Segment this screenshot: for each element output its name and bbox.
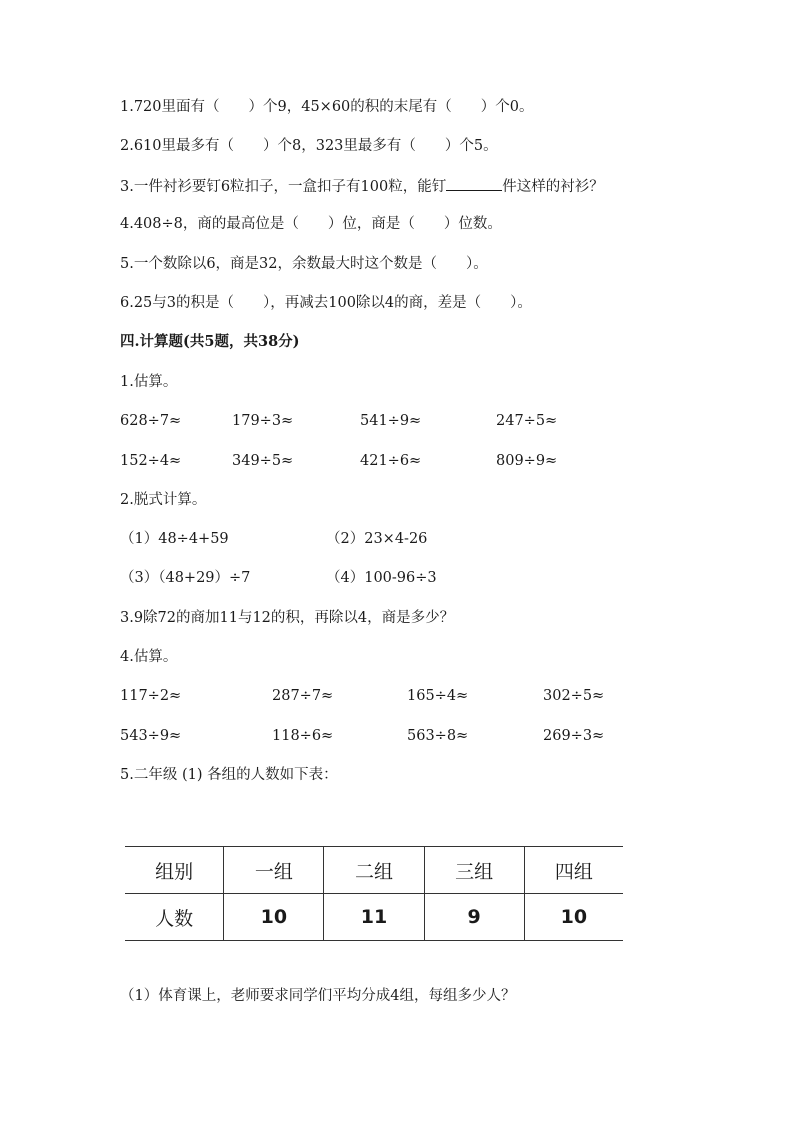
calc-q1-title: 1.估算。 (120, 374, 178, 390)
question-3-tail: 件这样的衬衫？ (502, 179, 604, 195)
estimate-row (0, 729, 794, 749)
expression-item: （2）23×4-26 (326, 531, 428, 547)
calc-q5-title: 5.二年级 (1) 各组的人数如下表： (120, 767, 338, 783)
estimate-item: 152÷4≈ (120, 453, 182, 469)
expression-item: （4）100-96÷3 (326, 570, 437, 586)
table-header-row (125, 847, 623, 894)
estimate-item: 809÷9≈ (496, 453, 558, 469)
calc-q4-title: 4.估算。 (120, 649, 178, 665)
expression-item: （1）48÷4+59 (120, 531, 229, 547)
expression-item: （3）（48+29）÷7 (120, 570, 251, 586)
estimate-item: 287÷7≈ (272, 688, 334, 704)
calc-q5-sub1: （1）体育课上，老师要求同学们平均分成4组，每组多少人？ (120, 988, 516, 1004)
question-6: 6.25与3的积是（ ），再减去100除以4的商，差是（ ）。 (120, 295, 532, 311)
question-2: 2.610里最多有（ ）个8，323里最多有（ ）个5。 (120, 138, 498, 154)
estimate-item: 349÷5≈ (232, 453, 294, 469)
question-1: 1.720里面有（ ）个9，45×60的积的末尾有（ ）个0。 (120, 99, 534, 115)
estimate-item: 117÷2≈ (120, 688, 182, 704)
expression-row (0, 571, 794, 591)
estimate-item: 421÷6≈ (360, 453, 422, 469)
table-cell: 二组 (324, 847, 424, 894)
question-4: 4.408÷8，商的最高位是（ ）位，商是（ ）位数。 (120, 216, 502, 232)
section-title: 四.计算题(共5题，共38分) (120, 333, 300, 350)
estimate-item: 541÷9≈ (360, 413, 422, 429)
table-cell: 组别 (125, 847, 224, 894)
table-cell: 9 (424, 894, 524, 941)
estimate-item: 118÷6≈ (272, 728, 334, 744)
calc-q3-title: 3.9除72的商加11与12的积，再除以4，商是多少？ (120, 610, 455, 626)
estimate-row (0, 414, 794, 434)
calc-q2-title: 2.脱式计算。 (120, 492, 207, 508)
table-cell: 11 (324, 894, 424, 941)
table-cell: 10 (524, 894, 623, 941)
table-cell: 三组 (424, 847, 524, 894)
estimate-row (0, 689, 794, 709)
estimate-item: 543÷9≈ (120, 728, 182, 744)
estimate-item: 628÷7≈ (120, 413, 182, 429)
expression-row (0, 532, 794, 552)
group-count-table (125, 846, 623, 941)
estimate-row (0, 454, 794, 474)
table-cell: 人数 (125, 894, 224, 941)
estimate-item: 563÷8≈ (407, 728, 469, 744)
question-5: 5.一个数除以6，商是32，余数最大时这个数是（ ）。 (120, 256, 488, 272)
table-cell: 10 (224, 894, 324, 941)
table-cell: 一组 (224, 847, 324, 894)
estimate-item: 302÷5≈ (543, 688, 605, 704)
table-cell: 四组 (524, 847, 623, 894)
question-3 (120, 178, 604, 195)
table-row (125, 894, 623, 941)
answer-blank (446, 178, 502, 191)
question-3-text: 3.一件衬衫要钉6粒扣子，一盒扣子有100粒，能钉 (120, 179, 447, 195)
estimate-item: 269÷3≈ (543, 728, 605, 744)
estimate-item: 179÷3≈ (232, 413, 294, 429)
estimate-item: 165÷4≈ (407, 688, 469, 704)
estimate-item: 247÷5≈ (496, 413, 558, 429)
